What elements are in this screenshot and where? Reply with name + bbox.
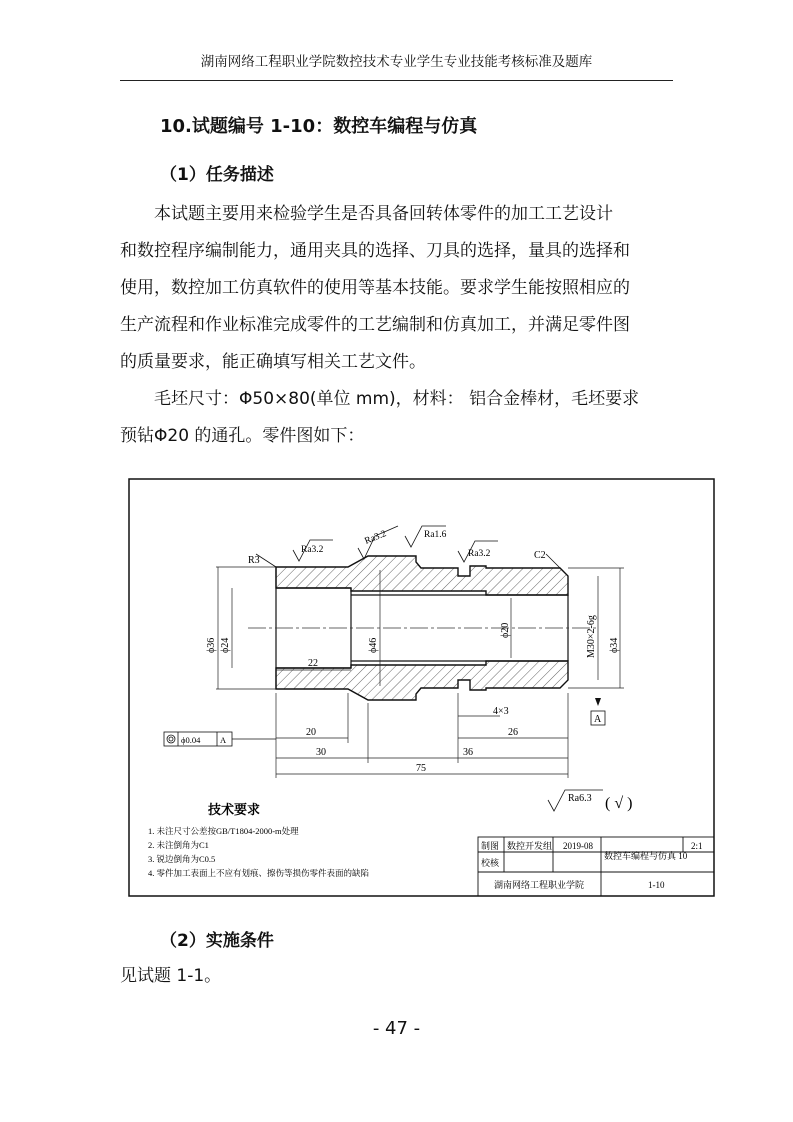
text-line: 使用，数控加工仿真软件的使用等基本技能。要求学生能按照相应的 xyxy=(120,278,630,298)
conditions-text xyxy=(120,958,680,995)
dim-len4x3: 4×3 xyxy=(493,706,509,717)
text-line: 本试题主要用来检验学生是否具备回转体零件的加工工艺设计 xyxy=(154,204,613,224)
tb-check-label: 校核 xyxy=(481,858,500,868)
dim-d20: ϕ20 xyxy=(500,622,511,638)
dim-len26: 26 xyxy=(508,727,518,738)
text-line: 见试题 1-1。 xyxy=(120,966,222,986)
c2-leader xyxy=(546,554,560,568)
task-paragraph-1 xyxy=(120,196,680,381)
tech-req-title: 技术要求 xyxy=(208,802,261,817)
tb-scale: 2:1 xyxy=(691,841,703,851)
text-line: 和数控程序编制能力，通用夹具的选择、刀具的选择，量具的选择和 xyxy=(120,241,630,261)
dim-d24: ϕ24 xyxy=(220,637,231,653)
tb-draw-value: 数控开发组 xyxy=(507,841,553,851)
task-paragraph-2 xyxy=(120,381,680,455)
tech-req-item: 3. 锐边倒角为C0.5 xyxy=(148,854,216,864)
dim-d36: ϕ36 xyxy=(206,637,217,653)
datum-label: A xyxy=(594,714,602,725)
dim-d34: ϕ34 xyxy=(609,637,620,653)
header-rule xyxy=(120,80,673,81)
label-c2: C2 xyxy=(534,550,546,561)
text-line: 生产流程和作业标准完成零件的工艺编制和仿真加工，并满足零件图 xyxy=(120,315,630,335)
page-number: - 47 - xyxy=(372,1018,421,1039)
dim-len75: 75 xyxy=(416,763,426,774)
text-line: 的质量要求，能正确填写相关工艺文件。 xyxy=(120,352,426,372)
roughness-right: Ra3.2 xyxy=(468,549,491,559)
task-heading: （1）任务描述 xyxy=(160,165,274,185)
page-header: 湖南网络工程职业学院数控技术专业学生专业技能考核标准及题库 xyxy=(200,54,593,70)
dim-len36: 36 xyxy=(463,747,473,758)
roughness-general: Ra6.3 xyxy=(568,793,592,804)
tb-date: 2019-08 xyxy=(563,841,593,851)
label-r3: R3 xyxy=(248,555,260,566)
tb-number: 1-10 xyxy=(648,880,665,890)
tolerance-value: ϕ0.04 xyxy=(181,735,201,745)
tb-draw-label: 制图 xyxy=(481,841,500,851)
part-drawing xyxy=(128,478,716,898)
dim-d46: ϕ46 xyxy=(368,637,379,653)
conditions-heading: （2）实施条件 xyxy=(160,931,274,951)
text-line: 预钻Φ20 的通孔。零件图如下： xyxy=(120,426,365,446)
tech-req-item: 2. 未注倒角为C1 xyxy=(148,840,209,850)
tech-req-item: 1. 未注尺寸公差按GB/T1804-2000-m处理 xyxy=(148,826,299,836)
dim-m30: M30×2-6g xyxy=(586,615,597,658)
roughness-taper: Ra3.2 xyxy=(363,529,388,547)
roughness-outer: Ra3.2 xyxy=(301,545,324,555)
tb-part-name: 数控车编程与仿真 10 xyxy=(604,851,688,861)
dim-len20: 20 xyxy=(306,727,316,738)
section-title: 10.试题编号 1-10：数控车编程与仿真 xyxy=(160,116,478,137)
text-line: 毛坯尺寸：Φ50×80(单位 mm)，材料： 铝合金棒材，毛坯要求 xyxy=(154,389,640,409)
roughness-groove: Ra1.6 xyxy=(424,530,447,540)
dim-len30: 30 xyxy=(316,747,326,758)
datum-triangle xyxy=(595,698,601,706)
dim-len22: 22 xyxy=(308,658,318,669)
tb-school: 湖南网络工程职业学院 xyxy=(494,880,585,890)
tech-req-item: 4. 零件加工表面上不应有划痕、擦伤等损伤零件表面的缺陷 xyxy=(148,868,370,878)
tolerance-datum: A xyxy=(220,735,227,745)
roughness-general-symbol: ( √ ) xyxy=(605,795,633,812)
